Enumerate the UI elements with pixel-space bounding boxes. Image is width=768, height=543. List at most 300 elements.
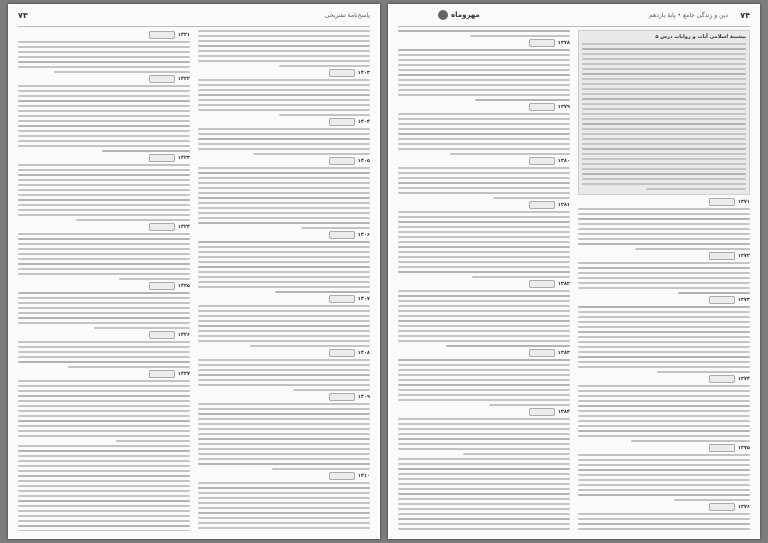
text-line bbox=[198, 60, 370, 62]
text-line bbox=[398, 241, 570, 243]
text-line bbox=[578, 233, 750, 235]
left-page-column-left bbox=[18, 30, 190, 531]
text-line bbox=[578, 306, 750, 308]
text-line bbox=[582, 113, 746, 115]
text-line bbox=[18, 105, 190, 107]
text-line bbox=[116, 440, 190, 442]
text-line bbox=[398, 271, 570, 273]
text-line bbox=[198, 109, 370, 111]
text-line bbox=[578, 390, 750, 392]
text-line bbox=[398, 216, 570, 218]
question-header bbox=[398, 158, 570, 164]
text-line bbox=[398, 143, 570, 145]
text-line bbox=[398, 473, 570, 475]
text-line bbox=[472, 276, 570, 278]
text-line bbox=[582, 103, 746, 105]
text-line bbox=[18, 312, 190, 314]
text-line bbox=[198, 502, 370, 504]
question-number: ۱۳۷۵ bbox=[737, 445, 750, 451]
question-number: ۱۳۸۲ bbox=[557, 281, 570, 287]
text-line bbox=[198, 340, 370, 342]
text-line bbox=[582, 133, 746, 135]
text-line bbox=[631, 440, 750, 442]
text-line bbox=[18, 140, 190, 142]
text-line bbox=[18, 495, 190, 497]
text-line bbox=[578, 430, 750, 432]
right-columns bbox=[398, 30, 750, 531]
text-line bbox=[578, 262, 750, 264]
publisher-logo bbox=[438, 10, 480, 20]
text-line bbox=[398, 192, 570, 194]
text-line bbox=[198, 507, 370, 509]
text-line bbox=[18, 169, 190, 171]
text-line bbox=[18, 100, 190, 102]
text-line bbox=[398, 128, 570, 130]
question-header bbox=[578, 199, 750, 205]
question-number: ۱۳۸۰ bbox=[557, 158, 570, 164]
option-tag bbox=[149, 154, 175, 162]
text-line bbox=[198, 177, 370, 179]
text-line bbox=[198, 463, 370, 465]
text-line bbox=[398, 118, 570, 120]
text-line bbox=[398, 418, 570, 420]
text-line bbox=[18, 351, 190, 353]
text-line bbox=[398, 340, 570, 342]
text-line bbox=[578, 228, 750, 230]
text-line bbox=[398, 359, 570, 361]
text-line bbox=[678, 292, 750, 294]
question-number: ۱۴۲۶ bbox=[177, 332, 190, 338]
left-page-number: ۷۳ bbox=[18, 11, 28, 20]
publisher-logo-icon bbox=[438, 10, 448, 20]
text-line bbox=[18, 174, 190, 176]
text-line bbox=[398, 389, 570, 391]
text-line bbox=[578, 282, 750, 284]
text-line bbox=[398, 443, 570, 445]
text-line bbox=[398, 69, 570, 71]
text-line bbox=[198, 202, 370, 204]
text-line bbox=[398, 508, 570, 510]
text-line bbox=[578, 425, 750, 427]
question-header bbox=[398, 409, 570, 415]
question-header bbox=[398, 104, 570, 110]
text-line bbox=[578, 326, 750, 328]
text-line bbox=[18, 415, 190, 417]
text-line bbox=[398, 379, 570, 381]
question-number: ۱۴۰۶ bbox=[357, 232, 370, 238]
question-number: ۱۴۰۳ bbox=[357, 70, 370, 76]
text-line bbox=[18, 238, 190, 240]
text-line bbox=[657, 371, 750, 373]
text-line bbox=[18, 90, 190, 92]
text-line bbox=[582, 78, 746, 80]
text-line bbox=[398, 89, 570, 91]
text-line bbox=[398, 84, 570, 86]
text-line bbox=[18, 445, 190, 447]
text-line bbox=[582, 168, 746, 170]
text-line bbox=[94, 327, 190, 329]
text-line bbox=[198, 522, 370, 524]
text-line bbox=[578, 469, 750, 471]
right-page-column-right bbox=[578, 30, 750, 531]
text-line bbox=[578, 484, 750, 486]
text-line bbox=[582, 138, 746, 140]
question-number: ۱۳۷۲ bbox=[737, 253, 750, 259]
right-running-title: دین و زندگی جامع • پایهٔ یازدهم bbox=[649, 12, 728, 19]
text-line bbox=[398, 172, 570, 174]
question-header bbox=[18, 332, 190, 338]
text-line bbox=[198, 305, 370, 307]
question-number: ۱۳۸۴ bbox=[557, 409, 570, 415]
text-line bbox=[18, 179, 190, 181]
text-line bbox=[18, 46, 190, 48]
text-line bbox=[198, 497, 370, 499]
text-line bbox=[582, 163, 746, 165]
text-line bbox=[578, 341, 750, 343]
text-line bbox=[18, 380, 190, 382]
option-tag bbox=[709, 503, 735, 511]
text-line bbox=[398, 433, 570, 435]
text-line bbox=[18, 430, 190, 432]
text-line bbox=[198, 138, 370, 140]
text-line bbox=[398, 384, 570, 386]
text-line bbox=[198, 143, 370, 145]
option-tag bbox=[149, 331, 175, 339]
text-line bbox=[398, 325, 570, 327]
question-header bbox=[198, 350, 370, 356]
text-line bbox=[578, 489, 750, 491]
right-page-header bbox=[398, 10, 750, 24]
text-line bbox=[18, 145, 190, 147]
text-line bbox=[18, 66, 190, 68]
publisher-name: مهروماه bbox=[451, 11, 480, 19]
text-line bbox=[493, 197, 570, 199]
option-tag bbox=[709, 444, 735, 452]
text-line bbox=[582, 43, 746, 45]
question-number: ۱۴۰۸ bbox=[357, 350, 370, 356]
text-line bbox=[398, 374, 570, 376]
text-line bbox=[578, 243, 750, 245]
text-line bbox=[398, 488, 570, 490]
text-line bbox=[198, 217, 370, 219]
text-line bbox=[578, 331, 750, 333]
text-line bbox=[18, 253, 190, 255]
text-line bbox=[578, 321, 750, 323]
question-number: ۱۳۷۴ bbox=[737, 376, 750, 382]
text-line bbox=[674, 499, 750, 501]
question-header bbox=[198, 473, 370, 479]
text-line bbox=[18, 520, 190, 522]
text-line bbox=[198, 197, 370, 199]
text-line bbox=[578, 346, 750, 348]
question-header bbox=[18, 371, 190, 377]
left-running-title: پاسخ‌نامهٔ تشریحی bbox=[324, 12, 370, 19]
question-header bbox=[398, 40, 570, 46]
text-line bbox=[398, 330, 570, 332]
text-line bbox=[18, 85, 190, 87]
option-tag bbox=[329, 118, 355, 126]
text-line bbox=[398, 251, 570, 253]
text-line bbox=[582, 173, 746, 175]
text-line bbox=[18, 292, 190, 294]
question-header bbox=[18, 76, 190, 82]
text-line bbox=[582, 63, 746, 65]
text-line bbox=[198, 35, 370, 37]
text-line bbox=[446, 345, 570, 347]
question-number: ۱۴۰۹ bbox=[357, 394, 370, 400]
option-tag bbox=[709, 198, 735, 206]
option-tag bbox=[529, 39, 555, 47]
text-line bbox=[398, 523, 570, 525]
text-line bbox=[582, 143, 746, 145]
text-line bbox=[250, 345, 370, 347]
text-line bbox=[578, 518, 750, 520]
option-tag bbox=[529, 157, 555, 165]
left-page bbox=[8, 4, 380, 539]
text-line bbox=[198, 128, 370, 130]
text-line bbox=[198, 379, 370, 381]
text-line bbox=[18, 425, 190, 427]
option-tag bbox=[329, 69, 355, 77]
question-header bbox=[578, 376, 750, 382]
text-line bbox=[198, 438, 370, 440]
text-line bbox=[198, 266, 370, 268]
left-page-column-right bbox=[198, 30, 370, 531]
text-line bbox=[198, 246, 370, 248]
text-line bbox=[198, 458, 370, 460]
text-line bbox=[198, 55, 370, 57]
text-line bbox=[398, 463, 570, 465]
text-line bbox=[198, 492, 370, 494]
question-number: ۱۳۷۶ bbox=[737, 504, 750, 510]
right-page-column-left bbox=[398, 30, 570, 531]
text-line bbox=[18, 243, 190, 245]
text-line bbox=[398, 448, 570, 450]
text-line bbox=[18, 194, 190, 196]
question-header bbox=[18, 224, 190, 230]
text-line bbox=[198, 512, 370, 514]
question-number: ۱۴۰۵ bbox=[357, 158, 370, 164]
left-columns bbox=[18, 30, 370, 531]
text-line bbox=[398, 305, 570, 307]
text-line bbox=[398, 399, 570, 401]
text-line bbox=[18, 505, 190, 507]
text-line bbox=[398, 335, 570, 337]
text-line bbox=[275, 291, 370, 293]
option-tag bbox=[149, 31, 175, 39]
text-line bbox=[18, 490, 190, 492]
text-line bbox=[398, 295, 570, 297]
text-line bbox=[398, 483, 570, 485]
option-tag bbox=[529, 201, 555, 209]
text-line bbox=[582, 88, 746, 90]
text-line bbox=[54, 71, 190, 73]
text-line bbox=[578, 464, 750, 466]
text-line bbox=[198, 30, 370, 32]
text-line bbox=[198, 384, 370, 386]
text-line bbox=[18, 405, 190, 407]
text-line bbox=[398, 148, 570, 150]
question-header bbox=[198, 158, 370, 164]
text-line bbox=[398, 182, 570, 184]
option-tag bbox=[529, 103, 555, 111]
question-number: ۱۴۲۱ bbox=[177, 32, 190, 38]
text-line bbox=[398, 468, 570, 470]
text-line bbox=[398, 423, 570, 425]
text-line bbox=[198, 276, 370, 278]
option-tag bbox=[529, 408, 555, 416]
text-line bbox=[18, 110, 190, 112]
text-line bbox=[398, 94, 570, 96]
text-line bbox=[578, 494, 750, 496]
text-line bbox=[198, 182, 370, 184]
text-line bbox=[578, 223, 750, 225]
question-header bbox=[18, 32, 190, 38]
text-line bbox=[18, 95, 190, 97]
text-line bbox=[198, 94, 370, 96]
text-line bbox=[18, 420, 190, 422]
text-line bbox=[582, 83, 746, 85]
text-line bbox=[18, 475, 190, 477]
text-line bbox=[489, 404, 570, 406]
text-line bbox=[578, 385, 750, 387]
text-line bbox=[398, 493, 570, 495]
text-line bbox=[398, 64, 570, 66]
text-line bbox=[578, 267, 750, 269]
text-line bbox=[582, 73, 746, 75]
text-line bbox=[398, 167, 570, 169]
text-line bbox=[18, 470, 190, 472]
option-tag bbox=[329, 349, 355, 357]
question-header bbox=[198, 232, 370, 238]
text-line bbox=[18, 322, 190, 324]
text-line bbox=[198, 45, 370, 47]
text-line bbox=[198, 335, 370, 337]
text-line bbox=[18, 395, 190, 397]
text-line bbox=[398, 369, 570, 371]
text-line bbox=[398, 498, 570, 500]
text-line bbox=[198, 222, 370, 224]
question-header bbox=[198, 394, 370, 400]
text-line bbox=[18, 209, 190, 211]
text-line bbox=[198, 84, 370, 86]
text-line bbox=[578, 410, 750, 412]
text-line bbox=[293, 389, 370, 391]
text-line bbox=[18, 297, 190, 299]
text-line bbox=[119, 278, 190, 280]
text-line bbox=[398, 503, 570, 505]
question-header bbox=[578, 253, 750, 259]
text-line bbox=[18, 184, 190, 186]
text-line bbox=[198, 433, 370, 435]
text-line bbox=[450, 153, 570, 155]
question-number: ۱۴۲۴ bbox=[177, 224, 190, 230]
text-line bbox=[198, 369, 370, 371]
text-line bbox=[18, 530, 190, 531]
text-line bbox=[398, 133, 570, 135]
question-number: ۱۳۸۳ bbox=[557, 350, 570, 356]
text-line bbox=[578, 395, 750, 397]
text-line bbox=[18, 302, 190, 304]
question-header bbox=[578, 445, 750, 451]
text-line bbox=[582, 48, 746, 50]
text-line bbox=[198, 423, 370, 425]
text-line bbox=[18, 135, 190, 137]
question-header bbox=[398, 350, 570, 356]
text-line bbox=[18, 356, 190, 358]
text-line bbox=[398, 320, 570, 322]
text-line bbox=[582, 93, 746, 95]
text-line bbox=[18, 485, 190, 487]
text-line bbox=[18, 455, 190, 457]
text-line bbox=[198, 428, 370, 430]
text-line bbox=[578, 420, 750, 422]
text-line bbox=[198, 487, 370, 489]
summary-box bbox=[578, 30, 750, 195]
text-line bbox=[578, 316, 750, 318]
question-number: ۱۴۰۴ bbox=[357, 119, 370, 125]
question-number: ۱۳۷۸ bbox=[557, 40, 570, 46]
text-line bbox=[578, 218, 750, 220]
text-line bbox=[198, 192, 370, 194]
text-line bbox=[398, 236, 570, 238]
text-line bbox=[398, 231, 570, 233]
question-number: ۱۴۲۷ bbox=[177, 371, 190, 377]
option-tag bbox=[329, 157, 355, 165]
text-line bbox=[578, 311, 750, 313]
text-line bbox=[398, 290, 570, 292]
text-line bbox=[198, 261, 370, 263]
text-line bbox=[272, 468, 370, 470]
text-line bbox=[198, 212, 370, 214]
text-line bbox=[18, 199, 190, 201]
text-line bbox=[18, 525, 190, 527]
text-line bbox=[475, 99, 570, 101]
option-tag bbox=[329, 393, 355, 401]
text-line bbox=[398, 458, 570, 460]
text-line bbox=[582, 53, 746, 55]
text-line bbox=[198, 99, 370, 101]
question-header bbox=[198, 119, 370, 125]
text-line bbox=[18, 56, 190, 58]
text-line bbox=[198, 320, 370, 322]
right-page-number: ۷۴ bbox=[740, 11, 750, 20]
option-tag bbox=[329, 231, 355, 239]
question-number: ۱۴۱۰ bbox=[357, 473, 370, 479]
text-line bbox=[198, 315, 370, 317]
question-header bbox=[198, 70, 370, 76]
text-line bbox=[18, 125, 190, 127]
text-line bbox=[18, 248, 190, 250]
text-line bbox=[578, 366, 750, 368]
text-line bbox=[198, 403, 370, 405]
text-line bbox=[18, 214, 190, 216]
option-tag bbox=[529, 280, 555, 288]
text-line bbox=[578, 513, 750, 515]
text-line bbox=[198, 148, 370, 150]
text-line bbox=[398, 59, 570, 61]
text-line bbox=[18, 189, 190, 191]
text-line bbox=[198, 408, 370, 410]
option-tag bbox=[329, 472, 355, 480]
text-line bbox=[398, 30, 570, 32]
text-line bbox=[18, 120, 190, 122]
text-line bbox=[198, 256, 370, 258]
text-line bbox=[301, 227, 370, 229]
right-header-rule bbox=[398, 26, 750, 27]
text-line bbox=[198, 89, 370, 91]
text-line bbox=[18, 258, 190, 260]
